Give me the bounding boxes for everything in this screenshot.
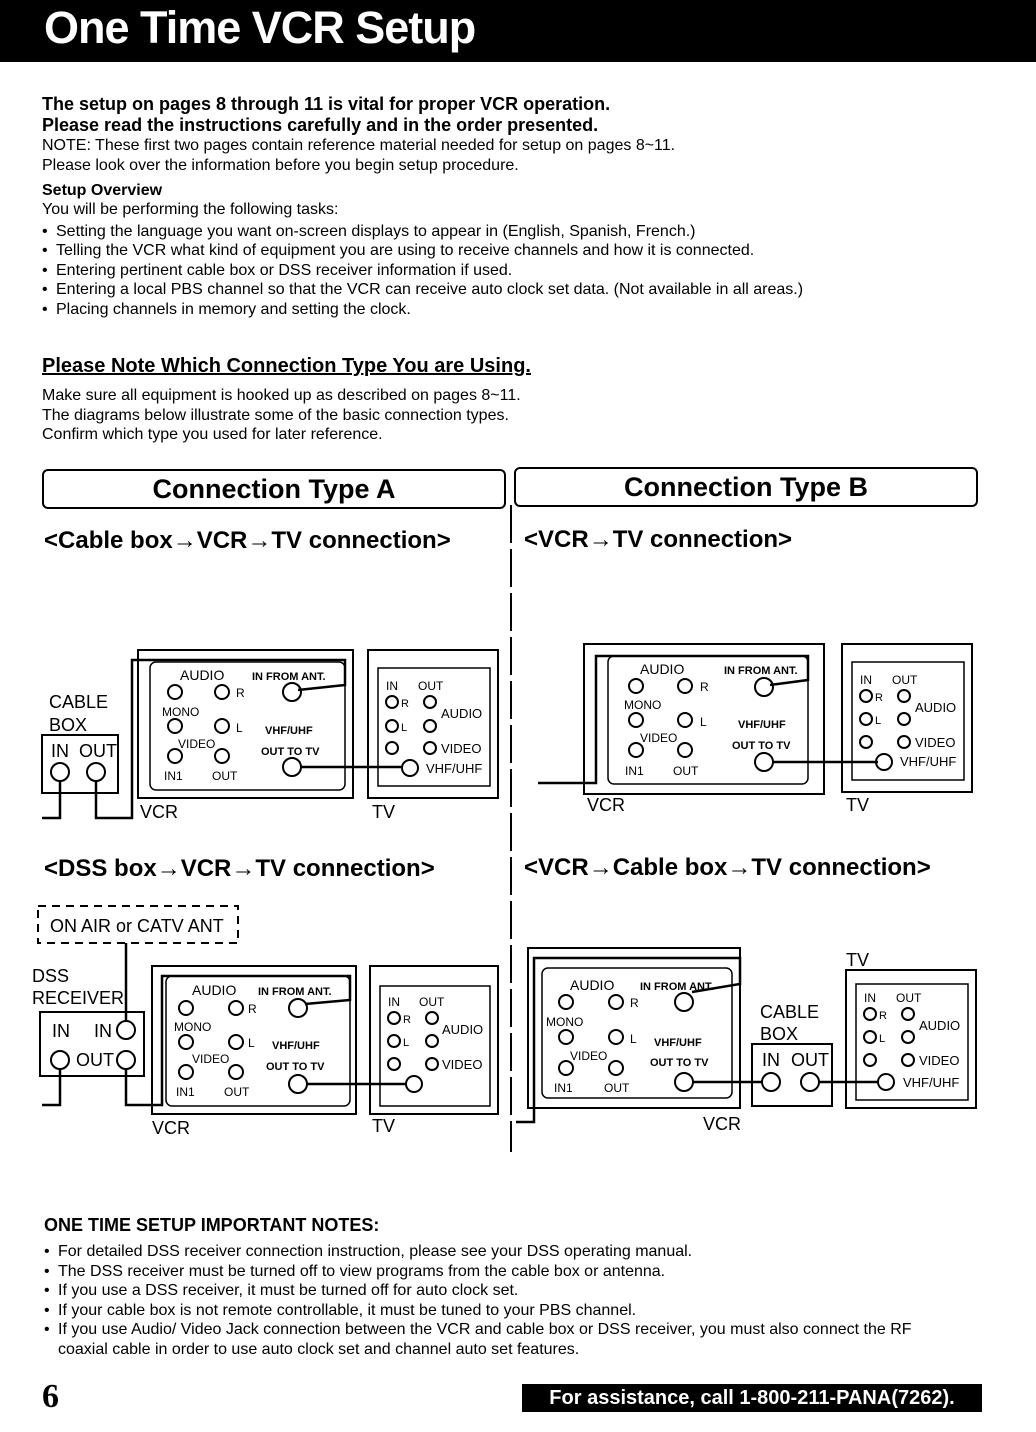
out-label: OUT <box>896 991 922 1005</box>
note-item: • For detailed DSS receiver connection instruction, please see your DSS operating manual. <box>44 1242 944 1262</box>
diagram-vcr-cable-tv <box>516 948 976 1134</box>
coax-jack-icon <box>406 1076 422 1092</box>
jack-icon <box>898 736 910 748</box>
coax-jack-icon <box>117 1021 135 1039</box>
task-item: • Setting the language you want on-screen displays to appear in (English, Spanish, French.) <box>42 222 1002 242</box>
note-item: • If you use Audio/ Video Jack connection between the VCR and cable box or DSS receiver, you must also connect the RF coaxial cable in order to use auto clock set and channel auto set features. <box>44 1320 944 1359</box>
vhf-uhf-label: VHF/UHF <box>426 761 483 776</box>
in-from-ant-label: IN FROM ANT. <box>252 671 326 683</box>
cable-label: CABLE <box>760 1002 820 1022</box>
in-label: IN <box>386 679 398 693</box>
task-item: • Entering pertinent cable box or DSS receiver information if used. <box>42 261 1002 281</box>
coax-jack-icon <box>675 993 693 1011</box>
vhf-uhf-label: VHF/UHF <box>900 754 957 769</box>
coax-jack-icon <box>289 999 307 1017</box>
jack-icon <box>424 742 436 754</box>
intro-bold-line-1: The setup on pages 8 through 11 is vital for proper VCR operation. <box>42 94 611 114</box>
tv-label: TV <box>372 1116 396 1136</box>
coax-jack-icon <box>117 1051 135 1069</box>
out-to-tv-label: OUT TO TV <box>650 1057 709 1069</box>
jack-icon <box>559 1061 573 1075</box>
video-label: VIDEO <box>570 1049 608 1063</box>
jack-icon <box>629 713 643 727</box>
mono-label: MONO <box>162 705 200 719</box>
l-label: L <box>401 722 408 734</box>
jack-icon <box>386 742 398 754</box>
video-label: VIDEO <box>915 735 956 750</box>
jack-icon <box>229 1035 243 1049</box>
jack-icon <box>609 1030 623 1044</box>
l-label: L <box>236 721 243 735</box>
cable-label: CABLE <box>49 692 109 712</box>
video-label: VIDEO <box>442 1057 483 1072</box>
jack-icon <box>609 995 623 1009</box>
in1-label: IN1 <box>164 769 183 783</box>
tv-rear-panel <box>370 966 498 1114</box>
out-to-tv-label: OUT TO TV <box>732 740 791 752</box>
task-item: • Placing channels in memory and setting the clock. <box>42 300 1002 320</box>
audio-label: AUDIO <box>180 667 225 683</box>
cable-line <box>42 781 60 818</box>
diagram-vcr-tv <box>538 644 972 815</box>
video-label: VIDEO <box>441 741 482 756</box>
out-to-tv-label: OUT TO TV <box>266 1061 325 1073</box>
tv-label: TV <box>372 802 396 822</box>
jack-icon <box>559 995 573 1009</box>
vcr-label: VCR <box>587 795 626 815</box>
in-label: IN <box>860 673 872 687</box>
in-from-ant-label: IN FROM ANT. <box>258 986 332 998</box>
r-label: R <box>875 692 883 704</box>
r-label: R <box>248 1002 257 1016</box>
connection-note-heading: Please Note Which Connection Type You are Using. <box>42 355 531 377</box>
tv-label: TV <box>846 950 870 970</box>
jack-icon <box>215 749 229 763</box>
vhf-uhf-label: VHF/UHF <box>272 1040 320 1052</box>
jack-icon <box>426 1058 438 1070</box>
coax-jack-icon <box>402 760 418 776</box>
l-label: L <box>248 1036 255 1050</box>
audio-label: AUDIO <box>192 982 237 998</box>
in1-label: IN1 <box>176 1085 195 1099</box>
audio-label: AUDIO <box>441 706 483 721</box>
jack-icon <box>678 713 692 727</box>
out-label: OUT <box>76 1050 114 1070</box>
note-item: • If your cable box is not remote controllable, it must be tuned to your PBS channel. <box>44 1301 944 1321</box>
r-label: R <box>630 996 639 1010</box>
r-label: R <box>236 686 245 700</box>
out-label: OUT <box>604 1081 630 1095</box>
in1-label: IN1 <box>554 1081 573 1095</box>
out-label: OUT <box>79 741 117 761</box>
important-notes <box>44 1214 944 1359</box>
jack-icon <box>388 1012 400 1024</box>
out-label: OUT <box>791 1050 829 1070</box>
in-label: IN <box>52 1021 70 1041</box>
vcr-cable-tv-heading: <VCR→Cable box→TV connection> <box>524 854 931 881</box>
jack-icon <box>860 690 872 702</box>
intro-note-line-2: Please look over the information before you begin setup procedure. <box>42 156 519 174</box>
audio-label: AUDIO <box>570 977 615 993</box>
page-title: One Time VCR Setup <box>44 2 476 53</box>
in1-label: IN1 <box>625 764 644 778</box>
audio-label: AUDIO <box>442 1022 484 1037</box>
setup-overview-heading: Setup Overview <box>42 182 163 199</box>
coax-jack-icon <box>51 763 69 781</box>
jack-icon <box>629 679 643 693</box>
jack-icon <box>898 690 910 702</box>
vhf-uhf-label: VHF/UHF <box>654 1037 702 1049</box>
in-from-ant-label: IN FROM ANT. <box>640 981 714 993</box>
jack-icon <box>179 1001 193 1015</box>
vhf-uhf-label: VHF/UHF <box>738 719 786 731</box>
assistance-banner: For assistance, call 1-800-211-PANA(7262). <box>522 1384 982 1412</box>
l-label: L <box>403 1037 410 1049</box>
connection-note-line: Confirm which type you used for later reference. <box>42 426 383 443</box>
jack-icon <box>229 1065 243 1079</box>
audio-label: AUDIO <box>915 700 957 715</box>
jack-icon <box>426 1012 438 1024</box>
vhf-uhf-label: VHF/UHF <box>265 725 313 737</box>
jack-icon <box>678 743 692 757</box>
coax-jack-icon <box>675 1073 693 1091</box>
note-item: • If you use a DSS receiver, it must be turned off for auto clock set. <box>44 1281 944 1301</box>
jack-icon <box>902 1008 914 1020</box>
audio-label: AUDIO <box>919 1018 961 1033</box>
jack-icon <box>902 1031 914 1043</box>
in-label: IN <box>94 1021 112 1041</box>
jack-icon <box>864 1054 876 1066</box>
video-label: VIDEO <box>640 731 678 745</box>
jack-icon <box>215 685 229 699</box>
jack-icon <box>860 736 872 748</box>
out-label: OUT <box>224 1085 250 1099</box>
jack-icon <box>864 1008 876 1020</box>
jack-icon <box>424 720 436 732</box>
jack-icon <box>168 749 182 763</box>
task-item: • Entering a local PBS channel so that the VCR can receive auto clock set data. (Not available in all areas.) <box>42 280 1002 300</box>
cable-vcr-tv-heading: <Cable box→VCR→TV connection> <box>44 527 451 554</box>
task-item: • Telling the VCR what kind of equipment you are using to receive channels and how it is connected. <box>42 241 1002 261</box>
mono-label: MONO <box>174 1020 212 1034</box>
page-number: 6 <box>42 1378 59 1415</box>
video-label: VIDEO <box>919 1053 960 1068</box>
dss-label: DSS <box>32 966 70 986</box>
in-label: IN <box>762 1050 780 1070</box>
jack-icon <box>678 679 692 693</box>
audio-label: AUDIO <box>640 661 685 677</box>
cable-line <box>42 1069 60 1105</box>
out-label: OUT <box>212 769 238 783</box>
jack-icon <box>860 713 872 725</box>
diagram-cable-vcr-tv <box>42 650 498 822</box>
cable-line <box>96 660 345 818</box>
note-item: • The DSS receiver must be turned off to view programs from the cable box or antenna. <box>44 1262 944 1282</box>
important-notes-heading: ONE TIME SETUP IMPORTANT NOTES: <box>44 1215 380 1235</box>
in-label: IN <box>388 995 400 1009</box>
coax-jack-icon <box>283 683 301 701</box>
coax-jack-icon <box>755 753 773 771</box>
tv-label: TV <box>846 795 870 815</box>
coax-jack-icon <box>755 678 773 696</box>
coax-jack-icon <box>878 1074 894 1090</box>
out-to-tv-label: OUT TO TV <box>261 746 320 758</box>
l-label: L <box>875 715 882 727</box>
jack-icon <box>609 1061 623 1075</box>
jack-icon <box>179 1035 193 1049</box>
connection-type-a-title: Connection Type A <box>42 469 506 509</box>
out-label: OUT <box>419 995 445 1009</box>
coax-jack-icon <box>283 758 301 776</box>
connection-note-line: The diagrams below illustrate some of the basic connection types. <box>42 406 509 424</box>
jack-icon <box>388 1058 400 1070</box>
mono-label: MONO <box>546 1015 584 1029</box>
vcr-label: VCR <box>703 1114 742 1134</box>
r-label: R <box>879 1010 887 1022</box>
coax-jack-icon <box>289 1075 307 1093</box>
setup-overview-text: You will be performing the following tasks: <box>42 201 339 218</box>
on-air-label: ON AIR or CATV ANT <box>50 916 224 936</box>
jack-icon <box>386 720 398 732</box>
out-label: OUT <box>418 679 444 693</box>
vhf-uhf-label: VHF/UHF <box>903 1075 960 1090</box>
diagram-dss-vcr-tv <box>32 906 498 1138</box>
l-label: L <box>879 1033 886 1045</box>
r-label: R <box>700 680 709 694</box>
jack-icon <box>559 1030 573 1044</box>
important-notes-list <box>44 1242 944 1359</box>
jack-icon <box>168 719 182 733</box>
l-label: L <box>630 1032 637 1046</box>
coax-jack-icon <box>762 1073 780 1091</box>
box-label: BOX <box>49 715 88 735</box>
coax-jack-icon <box>876 754 892 770</box>
coax-jack-icon <box>801 1073 819 1091</box>
jack-icon <box>898 713 910 725</box>
vcr-tv-heading: <VCR→TV connection> <box>524 526 793 553</box>
connection-type-b-title: Connection Type B <box>514 467 978 507</box>
intro-note-line-1: NOTE: These first two pages contain reference material needed for setup on pages 8~11. <box>42 137 676 154</box>
in-from-ant-label: IN FROM ANT. <box>724 665 798 677</box>
jack-icon <box>388 1035 400 1047</box>
jack-icon <box>864 1031 876 1043</box>
jack-icon <box>215 719 229 733</box>
coax-jack-icon <box>51 1051 69 1069</box>
out-label: OUT <box>892 673 918 687</box>
connection-note-line: Make sure all equipment is hooked up as described on pages 8~11. <box>42 387 521 404</box>
jack-icon <box>629 743 643 757</box>
tv-rear-panel <box>842 644 972 792</box>
intro-bold-line-2: Please read the instructions carefully and in the order presented. <box>42 115 599 135</box>
vcr-label: VCR <box>140 802 179 822</box>
jack-icon <box>424 696 436 708</box>
jack-icon <box>386 696 398 708</box>
r-label: R <box>401 698 409 710</box>
jack-icon <box>229 1001 243 1015</box>
receiver-label: RECEIVER <box>32 988 125 1008</box>
video-label: VIDEO <box>178 737 216 751</box>
jack-icon <box>179 1065 193 1079</box>
in-label: IN <box>51 741 69 761</box>
vcr-label: VCR <box>152 1118 191 1138</box>
coax-jack-icon <box>87 763 105 781</box>
jack-icon <box>426 1035 438 1047</box>
jack-icon <box>902 1054 914 1066</box>
r-label: R <box>403 1014 411 1026</box>
in-label: IN <box>864 991 876 1005</box>
l-label: L <box>700 715 707 729</box>
video-label: VIDEO <box>192 1052 230 1066</box>
out-label: OUT <box>673 764 699 778</box>
mono-label: MONO <box>624 698 662 712</box>
jack-icon <box>168 685 182 699</box>
box-label: BOX <box>760 1024 799 1044</box>
dss-vcr-tv-heading: <DSS box→VCR→TV connection> <box>44 855 435 882</box>
